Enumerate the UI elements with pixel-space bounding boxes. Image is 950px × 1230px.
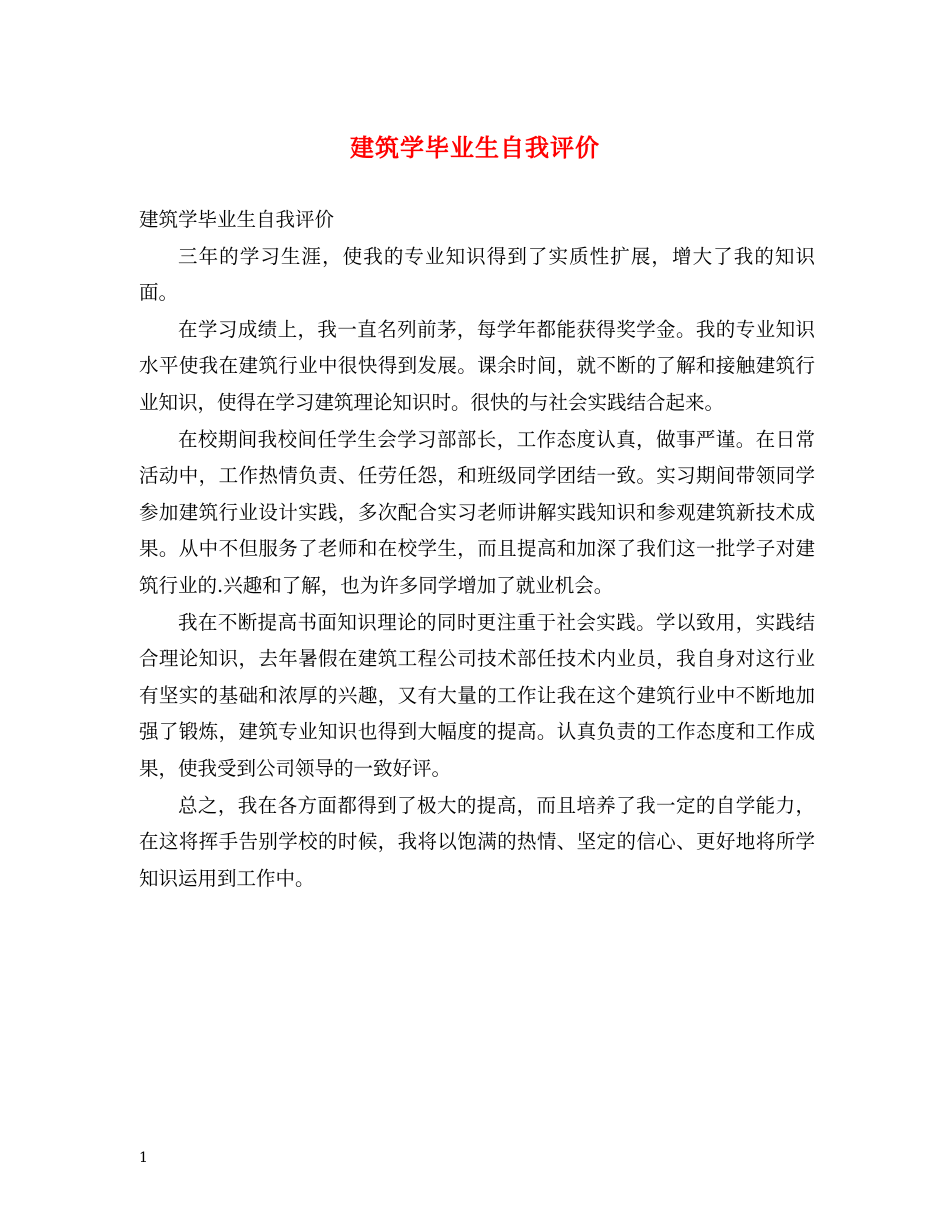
paragraph-2: 在学习成绩上，我一直名列前茅，每学年都能获得奖学金。我的专业知识水平使我在建筑行业中很快得到发展。课余时间，就不断的了解和接触建筑行业知识，使得在学习建筑理论知识时。很快的与社会实践结合起来。 xyxy=(139,317,815,414)
page-number: 1 xyxy=(139,1150,148,1166)
paragraph-3: 在校期间我校间任学生会学习部部长，工作态度认真，做事严谨。在日常活动中，工作热情负责、任劳任怨，和班级同学团结一致。实习期间带领同学参加建筑行业设计实践，多次配合实习老师讲解实践知识和参观建筑新技术成果。从中不但服务了老师和在校学生，而且提高和加深了我们这一批学子对建筑行业的.兴趣和了解，也为许多同学增加了就业机会。 xyxy=(139,427,815,597)
document-body xyxy=(139,202,815,897)
document-subtitle: 建筑学毕业生自我评价 xyxy=(139,208,335,231)
paragraph-5: 总之，我在各方面都得到了极大的提高，而且培养了我一定的自学能力，在这将挥手告别学校的时候，我将以饱满的热情、坚定的信心、更好地将所学知识运用到工作中。 xyxy=(139,793,815,890)
paragraph-1: 三年的学习生涯，使我的专业知识得到了实质性扩展，增大了我的知识面。 xyxy=(139,244,815,305)
document-title: 建筑学毕业生自我评价 xyxy=(350,133,600,162)
paragraph-4: 我在不断提高书面知识理论的同时更注重于社会实践。学以致用，实践结合理论知识，去年暑假在建筑工程公司技术部任技术内业员，我自身对这行业有坚实的基础和浓厚的兴趣，又有大量的工作让我在这个建筑行业中不断地加强了锻炼，建筑专业知识也得到大幅度的提高。认真负责的工作态度和工作成果，使我受到公司领导的一致好评。 xyxy=(139,610,815,780)
